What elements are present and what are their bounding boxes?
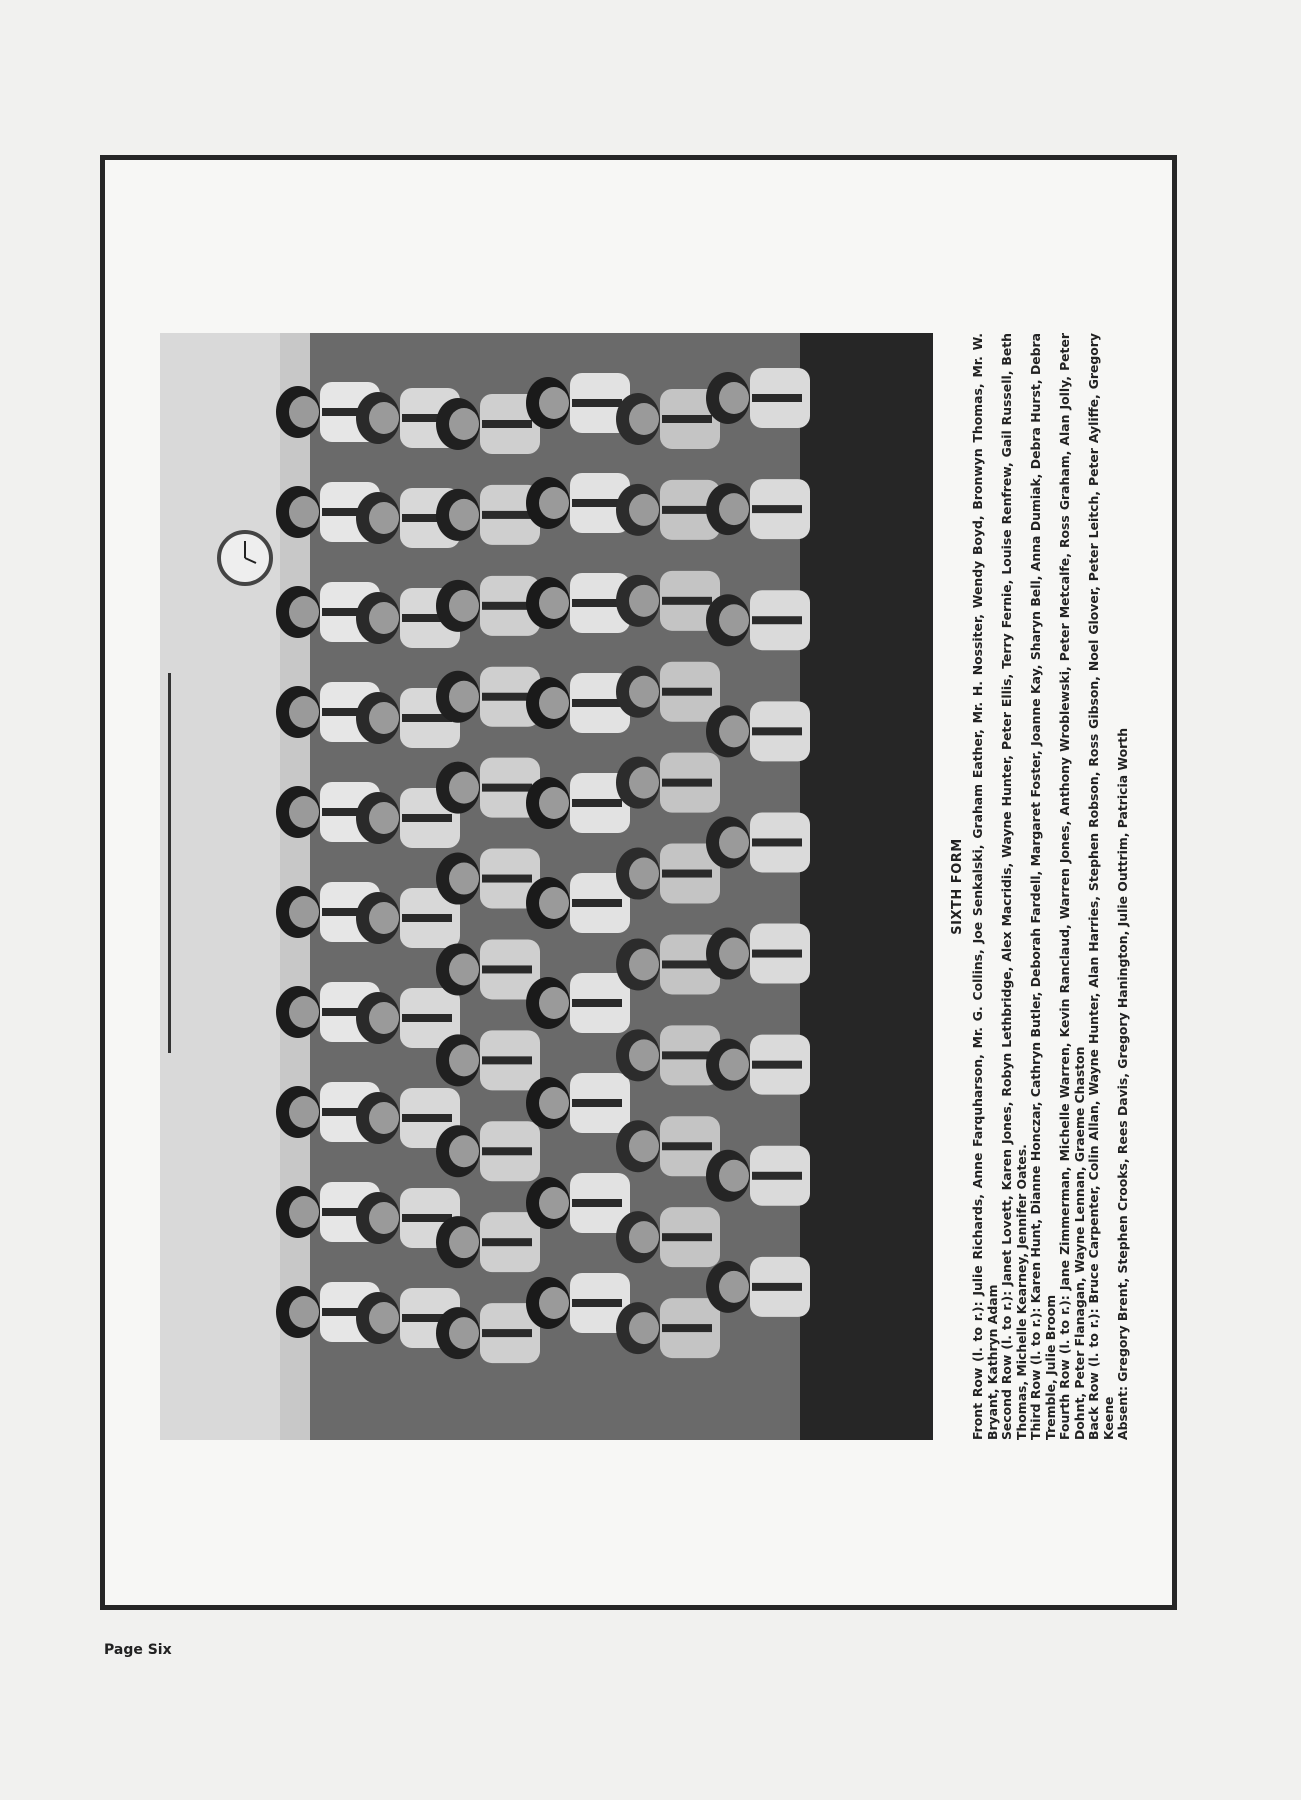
person-face <box>539 387 569 419</box>
person-tie <box>662 506 712 514</box>
person-tie <box>572 999 622 1007</box>
person-face <box>289 596 319 628</box>
person-face <box>369 502 399 534</box>
person-face <box>719 715 749 747</box>
person-tie <box>482 693 532 701</box>
person-face <box>539 687 569 719</box>
person-tie <box>752 394 802 402</box>
person-tie <box>662 597 712 605</box>
person-tie <box>572 899 622 907</box>
person-tie <box>662 415 712 423</box>
person-face <box>629 585 659 617</box>
person-face <box>369 1302 399 1334</box>
person-tie <box>402 1014 452 1022</box>
person-face <box>629 403 659 435</box>
caption-row-names: Janet Lovett, Karen Jones, Robyn Lethbridge, Alex Macridis, Wayne Hunter, Peter Ellis, Terry Fernie, Louise Renfrew, Gail Russell, Beth Thomas, Michelle Kearney, Jennifer Oates. <box>999 333 1029 1440</box>
person-face <box>539 887 569 919</box>
person-face <box>449 681 479 713</box>
person-tie <box>482 784 532 792</box>
person-face <box>289 996 319 1028</box>
person-tie <box>482 1147 532 1155</box>
person-tie <box>662 779 712 787</box>
person-tie <box>662 1324 712 1332</box>
person-tie <box>482 602 532 610</box>
caption-title: SIXTH FORM <box>950 838 965 935</box>
person-face <box>369 802 399 834</box>
person-tie <box>402 914 452 922</box>
person-face <box>289 896 319 928</box>
caption-rows <box>971 333 1131 1440</box>
person-face <box>719 604 749 636</box>
person-tie <box>752 616 802 624</box>
person-face <box>369 1102 399 1134</box>
person-tie <box>572 1299 622 1307</box>
caption-row <box>1000 333 1029 1440</box>
caption-row <box>971 333 1000 1440</box>
person-face <box>369 602 399 634</box>
person-tie <box>572 399 622 407</box>
caption-row <box>1116 333 1131 1440</box>
person-face <box>369 1002 399 1034</box>
photo-caption <box>950 332 1130 1440</box>
person-tie <box>752 727 802 735</box>
person-tie <box>662 1142 712 1150</box>
person-tie <box>662 688 712 696</box>
person-face <box>289 696 319 728</box>
person-tie <box>482 1238 532 1246</box>
person-face <box>369 702 399 734</box>
person-face <box>629 767 659 799</box>
person-tie <box>482 1329 532 1337</box>
person-face <box>629 1130 659 1162</box>
person-face <box>719 1049 749 1081</box>
person-tie <box>402 1114 452 1122</box>
caption-row-label: Absent: <box>1115 1381 1130 1440</box>
person-face <box>449 772 479 804</box>
page-number: Page Six <box>104 1642 172 1658</box>
person-face <box>449 863 479 895</box>
person-tie <box>662 960 712 968</box>
person-face <box>289 496 319 528</box>
person-tie <box>662 870 712 878</box>
person-tie <box>482 511 532 519</box>
person-tie <box>402 814 452 822</box>
person-face <box>449 499 479 531</box>
person-face <box>719 938 749 970</box>
person-tie <box>752 838 802 846</box>
caption-row-names: Jane Zimmerman, Michelle Warren, Kevin Ranclaud, Warren Jones, Anthony Wroblewski, Peter Metcalfe, Ross Graham, Alan Jolly, Peter Dohnt, Peter Flanagan, Wayne Lennan, Graeme Chaston <box>1057 333 1087 1440</box>
person-face <box>539 1287 569 1319</box>
person-face <box>539 487 569 519</box>
person-tie <box>402 1214 452 1222</box>
caption-row-names: Karen Hunt, Dianne Honczar, Cathryn Butler, Deborah Fardell, Margaret Foster, Joanne Kay, Sharyn Bell, Anna Dumiak, Debra Hurst, Debra Tremble, Julie Broom <box>1028 333 1058 1440</box>
person-face <box>449 1226 479 1258</box>
caption-row-names: Gregory Brent, Stephen Crooks, Rees Davis, Gregory Hanington, Julie Outtrim, Patricia Worth <box>1115 727 1130 1382</box>
person-face <box>449 590 479 622</box>
person-face <box>629 494 659 526</box>
person-face <box>289 796 319 828</box>
caption-row-names: Julie Richards, Anne Farquharson, Mr. G. Collins, Joe Senkalski, Graham Eather, Mr. H. Nossiter, Wendy Boyd, Bronwyn Thomas, Mr. W. Bryant, Kathryn Adam <box>970 332 1000 1440</box>
person-face <box>629 676 659 708</box>
caption-row-label: Second Row (l. to r.): <box>999 1285 1014 1440</box>
person-tie <box>752 1172 802 1180</box>
person-face <box>629 1312 659 1344</box>
caption-row <box>1087 333 1116 1440</box>
person-tie <box>662 1233 712 1241</box>
person-face <box>719 382 749 414</box>
caption-row-names: Bruce Carpenter, Colin Allan, Wayne Hunter, Alan Harries, Stephen Robson, Ross Gibson, Noel Glover, Peter Leitch, Peter Ayliffe, Gregory Keene <box>1086 333 1116 1440</box>
person-tie <box>662 1051 712 1059</box>
group-photo-image <box>160 333 933 1440</box>
person-face <box>719 493 749 525</box>
person-tie <box>572 499 622 507</box>
person-face <box>629 948 659 980</box>
person-face <box>719 826 749 858</box>
person-tie <box>482 1056 532 1064</box>
person-tie <box>482 420 532 428</box>
person-face <box>449 953 479 985</box>
person-face <box>539 987 569 1019</box>
person-face <box>719 1271 749 1303</box>
caption-row-label: Front Row (l. to r.): <box>970 1295 985 1440</box>
person-face <box>449 1135 479 1167</box>
caption-row <box>1029 333 1058 1440</box>
person-tie <box>572 799 622 807</box>
person-face <box>289 396 319 428</box>
group-photo <box>160 333 933 1440</box>
person-tie <box>752 1061 802 1069</box>
person-face <box>539 587 569 619</box>
person-face <box>539 787 569 819</box>
person-face <box>629 1221 659 1253</box>
person-face <box>449 1317 479 1349</box>
person-face <box>369 902 399 934</box>
caption-row-label: Third Row (l. to r.): <box>1028 1303 1043 1440</box>
person-face <box>629 858 659 890</box>
caption-row-label: Fourth Row (l. to r.): <box>1057 1290 1072 1440</box>
person-tie <box>572 1099 622 1107</box>
person-face <box>289 1296 319 1328</box>
person-tie <box>482 965 532 973</box>
person-face <box>719 1160 749 1192</box>
person-tie <box>752 950 802 958</box>
caption-row <box>1058 333 1087 1440</box>
person-tie <box>752 505 802 513</box>
person-face <box>539 1087 569 1119</box>
person-tie <box>572 1199 622 1207</box>
person-tie <box>752 1283 802 1291</box>
person-tie <box>572 699 622 707</box>
person-face <box>539 1187 569 1219</box>
person-tie <box>482 875 532 883</box>
person-face <box>369 1202 399 1234</box>
person-face <box>289 1096 319 1128</box>
person-face <box>449 1044 479 1076</box>
person-face <box>629 1039 659 1071</box>
person-face <box>449 408 479 440</box>
caption-row-label: Back Row (l. to r.): <box>1086 1303 1101 1440</box>
person-face <box>289 1196 319 1228</box>
person-tie <box>572 599 622 607</box>
person-face <box>369 402 399 434</box>
